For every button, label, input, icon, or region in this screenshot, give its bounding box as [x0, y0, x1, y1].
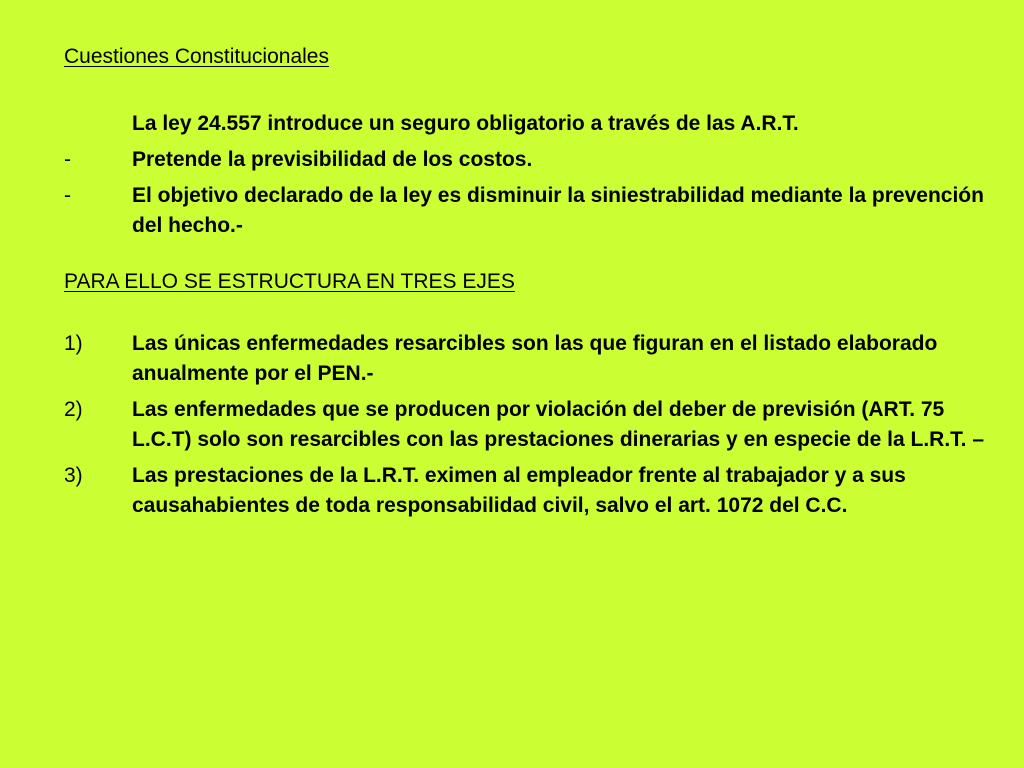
bullet-dash: -	[64, 184, 71, 207]
bullet-item	[64, 181, 994, 241]
section-heading-cuestiones: Cuestiones Constitucionales	[64, 45, 329, 68]
section-heading-ejes: PARA ELLO SE ESTRUCTURA EN TRES EJES	[64, 270, 515, 293]
bullet-list	[64, 145, 994, 241]
bullet-dash: -	[64, 148, 71, 171]
bullet-text: Pretende la previsibilidad de los costos.	[132, 148, 533, 171]
slide-content	[64, 40, 994, 527]
item-number: 2)	[64, 398, 83, 421]
item-text: Las únicas enfermedades resarcibles son las que figuran en el listado elaborado anualmente por el PEN.-	[132, 332, 938, 385]
item-text: Las enfermedades que se producen por violación del deber de previsión (ART. 75 L.C.T) solo son resarcibles con las prestaciones dinerarias y en especie de la L.R.T. –	[132, 398, 984, 451]
numbered-item	[64, 461, 994, 521]
intro-paragraph: La ley 24.557 introduce un seguro obligatorio a través de las A.R.T.	[132, 112, 799, 135]
numbered-list	[64, 329, 994, 521]
item-number: 1)	[64, 332, 83, 355]
item-number: 3)	[64, 464, 83, 487]
item-text: Las prestaciones de la L.R.T. eximen al empleador frente al trabajador y a sus causahabientes de toda responsabilidad civil, salvo el art. 1072 del C.C.	[132, 464, 906, 517]
numbered-item	[64, 395, 994, 455]
bullet-text: El objetivo declarado de la ley es disminuir la siniestrabilidad mediante la prevención del hecho.-	[132, 184, 984, 237]
bullet-item	[64, 145, 994, 175]
numbered-item	[64, 329, 994, 389]
